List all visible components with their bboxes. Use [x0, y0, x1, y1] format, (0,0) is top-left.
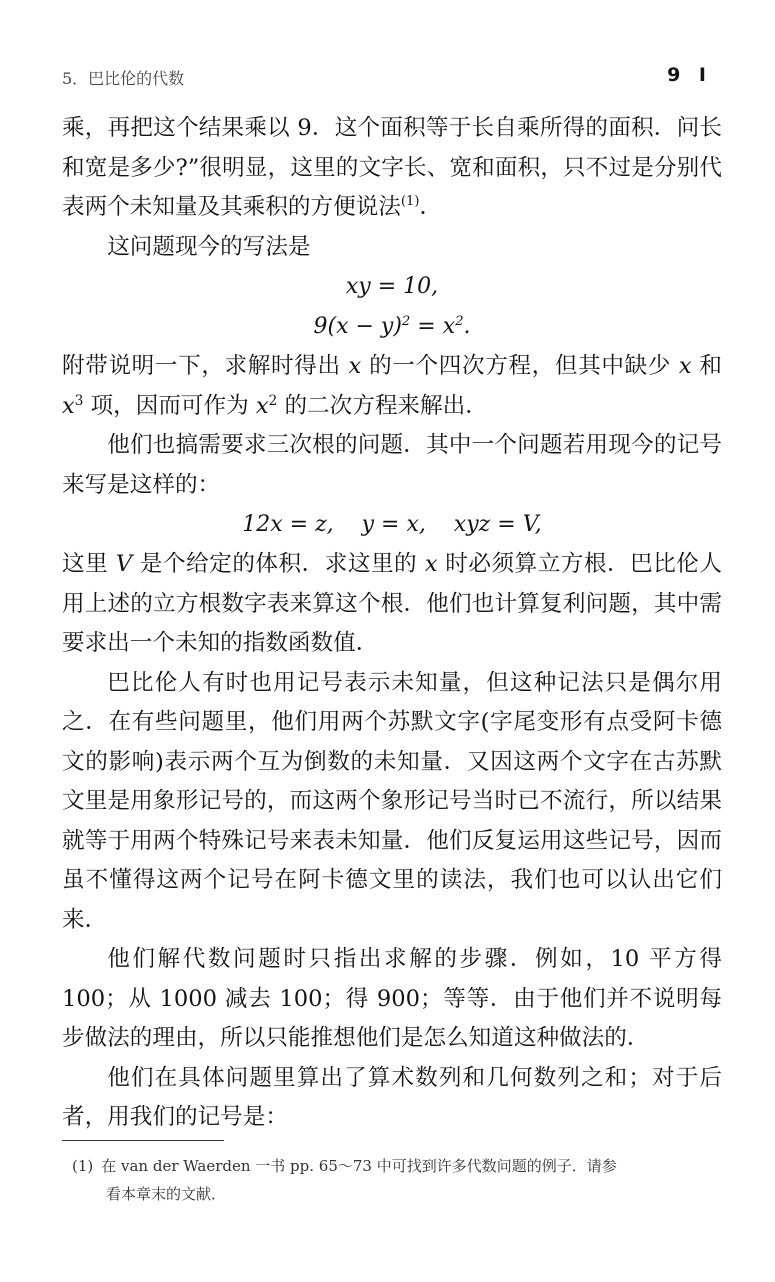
- main-text: [62, 109, 722, 1138]
- section-title: 5．巴比伦的代数: [62, 69, 185, 88]
- equation-3: 12x = z, y = x, xyz = V,: [242, 512, 542, 537]
- running-header: [62, 66, 712, 92]
- paragraph-6: 巴比伦人有时也用记号表示未知量，但这种记法只是偶尔用之．在有些问题里，他们用两个苏默文字(字尾变形有点受阿卡德文的影响)表示两个互为倒数的未知量．又因这两个文字在古苏默文里是用象形记号的，而这两个象形记号当时已不流行，所以结果就等于用两个特殊记号来表未知量．他们反复运用这些记号，因而虽不懂得这两个记号在阿卡德文里的读法，我们也可以认出它们来．: [62, 669, 722, 933]
- equation-2-rhs-exponent: 2: [455, 314, 464, 330]
- paragraph-8: 他们在具体问题里算出了算术数列和几何数列之和；对于后者，用我们的记号是：: [62, 1064, 722, 1130]
- paragraph-3-text-a: 附带说明一下，求解时得出: [62, 353, 349, 379]
- paragraph-7: 他们解代数问题时只指出求解的步骤．例如，10 平方得 100；从 1000 减去 100；得 900；等等．由于他们并不说明每步做法的理由，所以只能推想他们是怎么知道这种做法的．: [62, 946, 722, 1051]
- paragraph-1-text: 乘，再把这个结果乘以 9．这个面积等于长自乘所得的面积．问长和宽是多少?”很明显，这里的文字长、宽和面积，只不过是分别代表两个未知量及其乘积的方便说法: [62, 115, 722, 220]
- paragraph-1-end: ．: [419, 194, 443, 220]
- paragraph-5-text-a: 这里: [62, 551, 116, 577]
- variable-x: x: [348, 353, 362, 379]
- footnote: [72, 1152, 720, 1208]
- paragraph-3-text-b: 的一个四次方程，但其中缺少: [361, 353, 679, 379]
- equation-2: [62, 307, 722, 347]
- footnote-reference: (1): [400, 193, 420, 209]
- exponent-2: 2: [268, 392, 278, 409]
- paragraph-4: 他们也搞需要求三次根的问题．其中一个问题若用现今的记号来写是这样的：: [62, 432, 722, 498]
- footnote-line-1: [72, 1152, 720, 1180]
- footnote-number: (1): [72, 1157, 94, 1175]
- variable-x: x: [424, 551, 438, 577]
- footnote-divider: [62, 1140, 224, 1141]
- page-number: 9 I: [667, 64, 712, 86]
- paragraph-3-text-e: 的二次方程来解出．: [277, 392, 488, 419]
- equation-2-lhs-exponent: 2: [401, 314, 411, 330]
- paragraph-5-text-c: 时必须算立方根．巴比伦人用上述的立方根数字表来算这个根．他们也计算复利问题，其中需要求出一个未知的指数函数值．: [62, 551, 722, 656]
- variable-x: x: [255, 392, 269, 419]
- equation-2-lhs: 9(x − y): [313, 314, 402, 339]
- exponent-3: 3: [74, 392, 84, 409]
- equation-2-end: .: [463, 314, 471, 339]
- variable-x: x: [678, 353, 692, 379]
- paragraph-3-text-d: 项，因而可作为: [83, 392, 256, 419]
- paragraph-5: [62, 545, 722, 664]
- footnote-line-2: 看本章末的文献．: [106, 1185, 227, 1203]
- paragraph-1: [62, 109, 722, 228]
- paragraph-3: [62, 347, 722, 426]
- footnote-text-1: 在 van der Waerden 一书 pp. 65～73 中可找到许多代数问题的例子．请参: [101, 1157, 617, 1175]
- paragraph-2: 这问题现今的写法是: [107, 233, 311, 260]
- paragraph-3-text-c: 和: [691, 353, 722, 379]
- equation-1: xy = 10,: [345, 274, 439, 299]
- variable-v: V: [115, 551, 133, 577]
- paragraph-5-text-b: 是个给定的体积．求这里的: [132, 551, 425, 577]
- equation-2-rhs: = x: [410, 314, 456, 339]
- variable-x: x: [62, 392, 75, 419]
